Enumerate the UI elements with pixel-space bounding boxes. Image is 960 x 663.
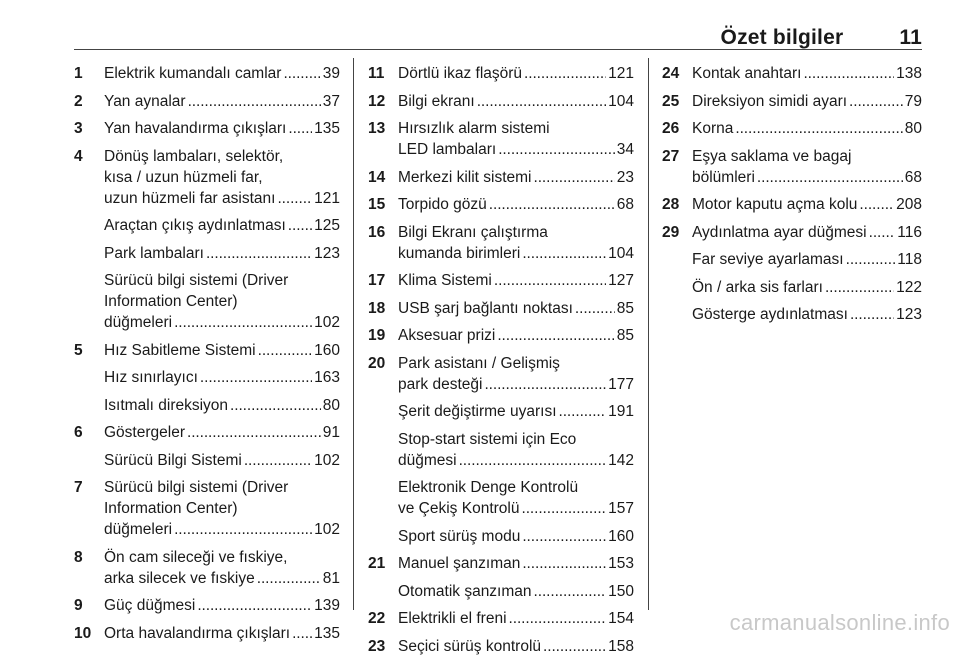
dot-leader (288, 215, 312, 236)
dot-leader (197, 595, 312, 616)
dot-leader (288, 118, 312, 139)
dot-leader (522, 553, 606, 574)
index-entry (368, 608, 634, 629)
entry-text: Aydınlatma ayar düğmesi (692, 223, 867, 241)
entry-text: Ön / arka sis farları (692, 278, 823, 296)
entry-text: Stop-start sistemi için Eco (398, 430, 577, 448)
index-entry (74, 547, 340, 589)
index-entry (368, 222, 634, 264)
entry-number: 3 (74, 120, 83, 137)
entry-number: 25 (662, 92, 680, 110)
entry-line (398, 167, 634, 188)
dot-leader (257, 568, 321, 589)
entry-number: 28 (662, 196, 680, 213)
entry-line (104, 595, 340, 616)
entry-number: 4 (74, 147, 83, 165)
entry-text: Sürücü bilgi sistemi (Driver (104, 272, 289, 289)
entry-text: düğmeleri (104, 314, 173, 331)
entry-page-number: 150 (608, 582, 634, 600)
entry-page-number: 85 (616, 299, 634, 317)
dot-leader (509, 608, 607, 629)
entry-page-number: 80 (904, 120, 922, 137)
entry-text: Eşya saklama ve bagaj (692, 147, 852, 165)
entry-line (692, 63, 922, 84)
entry-text: Direksiyon simidi ayarı (692, 92, 848, 110)
entry-number: 12 (368, 92, 386, 110)
entry-number: 18 (368, 299, 386, 317)
entry-page-number: 102 (314, 314, 340, 331)
entry-line (398, 243, 634, 264)
entry-line (104, 243, 340, 264)
entry-page-number: 23 (616, 168, 634, 186)
dot-leader (498, 139, 615, 160)
index-entry (74, 367, 340, 388)
dot-leader (292, 623, 312, 644)
entry-page-number: 127 (608, 272, 634, 289)
entry-text: Information Center) (104, 500, 238, 517)
entry-text: Araçtan çıkış aydınlatması (104, 217, 286, 234)
entry-page-number: 138 (896, 65, 922, 82)
dot-leader (735, 118, 902, 139)
entry-page-number: 157 (608, 500, 634, 517)
dot-leader (484, 374, 606, 395)
index-entry (662, 304, 922, 325)
entry-text: Otomatik şanzıman (398, 582, 532, 600)
entry-text: USB şarj bağlantı noktası (398, 299, 573, 317)
entry-line (104, 568, 340, 589)
entry-page-number: 37 (322, 92, 340, 110)
entry-text: Ön cam sileceği ve fıskiye, (104, 548, 288, 566)
entry-text: Isıtmalı direksiyon (104, 396, 229, 414)
entry-number: 11 (368, 65, 385, 82)
page-header (0, 26, 922, 50)
index-entry (662, 249, 922, 270)
dot-leader (803, 63, 894, 84)
index-entry (74, 270, 340, 333)
index-entry (662, 194, 922, 215)
dot-leader (277, 188, 312, 209)
dot-leader (859, 194, 894, 215)
index-entry (74, 215, 340, 236)
index-entry (368, 91, 634, 112)
entry-page-number: 154 (608, 610, 634, 627)
entry-page-number: 191 (608, 403, 634, 420)
entry-line (104, 118, 340, 139)
dot-leader (489, 194, 615, 215)
entry-text: Güç düğmesi (104, 597, 196, 614)
entry-page-number: 123 (314, 244, 340, 262)
entry-number: 1 (74, 65, 83, 82)
index-entry (662, 118, 922, 139)
dot-leader (200, 367, 312, 388)
entry-number: 10 (74, 624, 92, 642)
entry-line (692, 222, 922, 243)
entry-text: Motor kaputu açma kolu (692, 196, 858, 213)
entry-text: düğmesi (398, 451, 457, 469)
entry-text: ve Çekiş Kontrolü (398, 500, 520, 517)
entry-text: Elektrikli el freni (398, 610, 507, 627)
dot-leader (188, 91, 321, 112)
entry-page-number: 80 (322, 396, 340, 414)
entry-text: Yan havalandırma çıkışları (104, 120, 287, 137)
entry-line (398, 374, 634, 395)
entry-number: 29 (662, 223, 680, 241)
entry-text: Merkezi kilit sistemi (398, 168, 532, 186)
entry-page-number: 122 (896, 278, 922, 296)
entry-line (104, 340, 340, 361)
index-entry (74, 118, 340, 139)
entry-text: Aksesuar prizi (398, 327, 496, 344)
entry-number: 13 (368, 120, 386, 137)
entry-number: 27 (662, 147, 680, 165)
entry-page-number: 160 (608, 527, 634, 545)
index-entry (662, 277, 922, 298)
dot-leader (522, 243, 606, 264)
entry-number: 21 (368, 555, 386, 572)
entry-page-number: 68 (616, 196, 634, 213)
entry-text: Manuel şanzıman (398, 555, 521, 572)
dot-leader (258, 340, 313, 361)
dot-leader (497, 325, 614, 346)
entry-page-number: 160 (314, 341, 340, 359)
entry-page-number: 102 (314, 451, 340, 469)
entry-line (398, 325, 634, 346)
entry-line (398, 63, 634, 84)
index-entry (368, 353, 634, 395)
entry-page-number: 158 (608, 637, 634, 655)
dot-leader (174, 519, 312, 540)
dot-leader (244, 450, 312, 471)
entry-number: 23 (368, 637, 386, 655)
entry-page-number: 153 (608, 555, 634, 572)
entry-number: 14 (368, 168, 386, 186)
entry-text: Information Center) (104, 293, 238, 310)
dot-leader (522, 526, 606, 547)
entry-text: Şerit değiştirme uyarısı (398, 403, 557, 420)
entry-page-number: 135 (314, 120, 340, 137)
entry-line (398, 581, 634, 602)
entry-text: Hırsızlık alarm sistemi (398, 120, 550, 137)
entry-page-number: 125 (314, 217, 340, 234)
entry-number: 7 (74, 479, 83, 496)
entry-text: Orta havalandırma çıkışları (104, 624, 291, 642)
entry-line (692, 91, 922, 112)
entry-page-number: 81 (322, 569, 340, 587)
entry-line (104, 91, 340, 112)
index-entry (74, 243, 340, 264)
dot-leader (869, 222, 896, 243)
index-entry (368, 194, 634, 215)
entry-page-number: 177 (608, 375, 634, 393)
dot-leader (533, 167, 614, 188)
entry-line (692, 277, 922, 298)
dot-leader (230, 395, 321, 416)
entry-text: Sürücü Bilgi Sistemi (104, 451, 242, 469)
entry-text: uzun hüzmeli far asistanı (104, 189, 276, 207)
index-column-1 (74, 63, 340, 650)
index-entry (74, 340, 340, 361)
page-number: 11 (899, 26, 922, 49)
index-entry (368, 429, 634, 471)
entry-number: 17 (368, 272, 386, 289)
entry-number: 15 (368, 196, 386, 213)
entry-text: bölümleri (692, 168, 755, 186)
index-entry (74, 595, 340, 616)
index-entry (662, 222, 922, 243)
index-entry (662, 146, 922, 188)
index-entry (74, 450, 340, 471)
entry-text: düğmeleri (104, 521, 173, 538)
index-column-3 (662, 63, 922, 332)
entry-line (692, 304, 922, 325)
entry-text: Dönüş lambaları, selektör, (104, 147, 284, 165)
column-divider (353, 58, 354, 610)
entry-text: park desteği (398, 375, 483, 393)
entry-line (104, 215, 340, 236)
dot-leader (825, 277, 894, 298)
entry-text: Gösterge aydınlatması (692, 306, 848, 323)
entry-line (398, 401, 634, 422)
index-entry (368, 636, 634, 657)
index-entry (368, 581, 634, 602)
entry-page-number: 118 (897, 251, 922, 268)
entry-number: 22 (368, 610, 386, 627)
entry-page-number: 68 (904, 168, 922, 186)
entry-line (692, 118, 922, 139)
entry-line (398, 636, 634, 657)
entry-text: Elektrik kumandalı camlar (104, 65, 282, 82)
dot-leader (575, 298, 615, 319)
entry-line (692, 249, 922, 270)
entry-number: 20 (368, 354, 386, 372)
dot-leader (477, 91, 606, 112)
entry-page-number: 208 (896, 196, 922, 213)
entry-text: Far seviye ayarlaması (692, 251, 844, 268)
index-entry (74, 146, 340, 209)
entry-number: 5 (74, 341, 83, 359)
index-entry (368, 401, 634, 422)
entry-line (104, 623, 340, 644)
entry-line (692, 194, 922, 215)
entry-number: 8 (74, 548, 83, 566)
entry-page-number: 121 (608, 65, 634, 82)
dot-leader (543, 636, 606, 657)
entry-line (398, 139, 634, 160)
index-entry (368, 477, 634, 519)
entry-text: Elektronik Denge Kontrolü (398, 479, 579, 496)
entry-number: 9 (74, 597, 83, 614)
entry-text: Torpido gözü (398, 196, 487, 213)
entry-text: Bilgi Ekranı çalıştırma (398, 223, 548, 241)
dot-leader (494, 270, 606, 291)
entry-line (398, 450, 634, 471)
entry-text: Seçici sürüş kontrolü (398, 637, 542, 655)
entry-line (104, 312, 340, 333)
index-entry (368, 63, 634, 84)
entry-text: Yan aynalar (104, 92, 186, 110)
index-column-2 (368, 63, 634, 663)
entry-number: 2 (74, 92, 83, 110)
entry-page-number: 139 (314, 597, 340, 614)
entry-line (104, 188, 340, 209)
dot-leader (521, 498, 606, 519)
dot-leader (849, 91, 903, 112)
entry-text: Korna (692, 120, 734, 137)
page-title: Özet bilgiler (720, 26, 844, 49)
entry-page-number: 142 (608, 451, 634, 469)
entry-text: Park asistanı / Gelişmiş (398, 354, 560, 372)
dot-leader (846, 249, 896, 270)
index-entry (662, 91, 922, 112)
entry-text: Hız sınırlayıcı (104, 369, 198, 386)
entry-line (104, 395, 340, 416)
entry-text: Bilgi ekranı (398, 92, 475, 110)
dot-leader (757, 167, 903, 188)
index-entry (74, 91, 340, 112)
index-entry (368, 298, 634, 319)
watermark: carmanualsonline.info (729, 610, 950, 635)
entry-number: 16 (368, 223, 386, 241)
entry-number: 26 (662, 120, 680, 137)
entry-page-number: 163 (314, 369, 340, 386)
index-entry (368, 526, 634, 547)
index-entry (74, 422, 340, 443)
dot-leader (524, 63, 606, 84)
dot-leader (850, 304, 894, 325)
entry-number: 6 (74, 424, 83, 441)
dot-leader (174, 312, 312, 333)
dot-leader (187, 422, 321, 443)
dot-leader (206, 243, 312, 264)
index-entry (368, 325, 634, 346)
entry-text: LED lambaları (398, 141, 497, 158)
entry-text: kumanda birimleri (398, 244, 521, 262)
entry-line (398, 608, 634, 629)
entry-text: Dörtlü ikaz flaşörü (398, 65, 523, 82)
entry-text: Kontak anahtarı (692, 65, 802, 82)
dot-leader (559, 401, 607, 422)
index-entry (74, 623, 340, 644)
entry-line (398, 298, 634, 319)
entry-text: Göstergeler (104, 424, 185, 441)
entry-text: kısa / uzun hüzmeli far, (104, 168, 263, 186)
entry-page-number: 34 (616, 141, 634, 158)
entry-page-number: 135 (314, 624, 340, 642)
header-rule (74, 49, 922, 50)
index-entry (368, 270, 634, 291)
entry-number: 19 (368, 327, 386, 344)
entry-line (398, 91, 634, 112)
entry-line (104, 450, 340, 471)
entry-page-number: 116 (897, 223, 922, 241)
entry-line (398, 498, 634, 519)
entry-page-number: 91 (322, 424, 340, 441)
entry-page-number: 79 (904, 92, 922, 110)
dot-leader (534, 581, 607, 602)
dot-leader (459, 450, 607, 471)
entry-line (398, 270, 634, 291)
entry-page-number: 104 (608, 92, 634, 110)
entry-line (398, 526, 634, 547)
entry-line (104, 519, 340, 540)
entry-line (104, 367, 340, 388)
index-entry (74, 63, 340, 84)
entry-page-number: 104 (608, 244, 634, 262)
column-divider (648, 58, 649, 610)
entry-line (104, 63, 340, 84)
dot-leader (283, 63, 320, 84)
index-entry (368, 553, 634, 574)
entry-line (398, 194, 634, 215)
entry-text: arka silecek ve fıskiye (104, 569, 255, 587)
index-entry (74, 477, 340, 540)
entry-text: Sürücü bilgi sistemi (Driver (104, 479, 289, 496)
index-entry (368, 167, 634, 188)
entry-line (692, 167, 922, 188)
entry-text: Hız Sabitleme Sistemi (104, 341, 256, 359)
entry-page-number: 102 (314, 521, 340, 538)
entry-number: 24 (662, 65, 680, 82)
index-entry (662, 63, 922, 84)
entry-page-number: 39 (322, 65, 340, 82)
entry-text: Park lambaları (104, 244, 204, 262)
entry-text: Sport sürüş modu (398, 527, 521, 545)
entry-line (104, 422, 340, 443)
entry-page-number: 121 (314, 189, 340, 207)
index-entry (368, 118, 634, 160)
entry-page-number: 123 (896, 306, 922, 323)
entry-page-number: 85 (616, 327, 634, 344)
index-entry (74, 395, 340, 416)
entry-line (398, 553, 634, 574)
entry-text: Klima Sistemi (398, 272, 492, 289)
